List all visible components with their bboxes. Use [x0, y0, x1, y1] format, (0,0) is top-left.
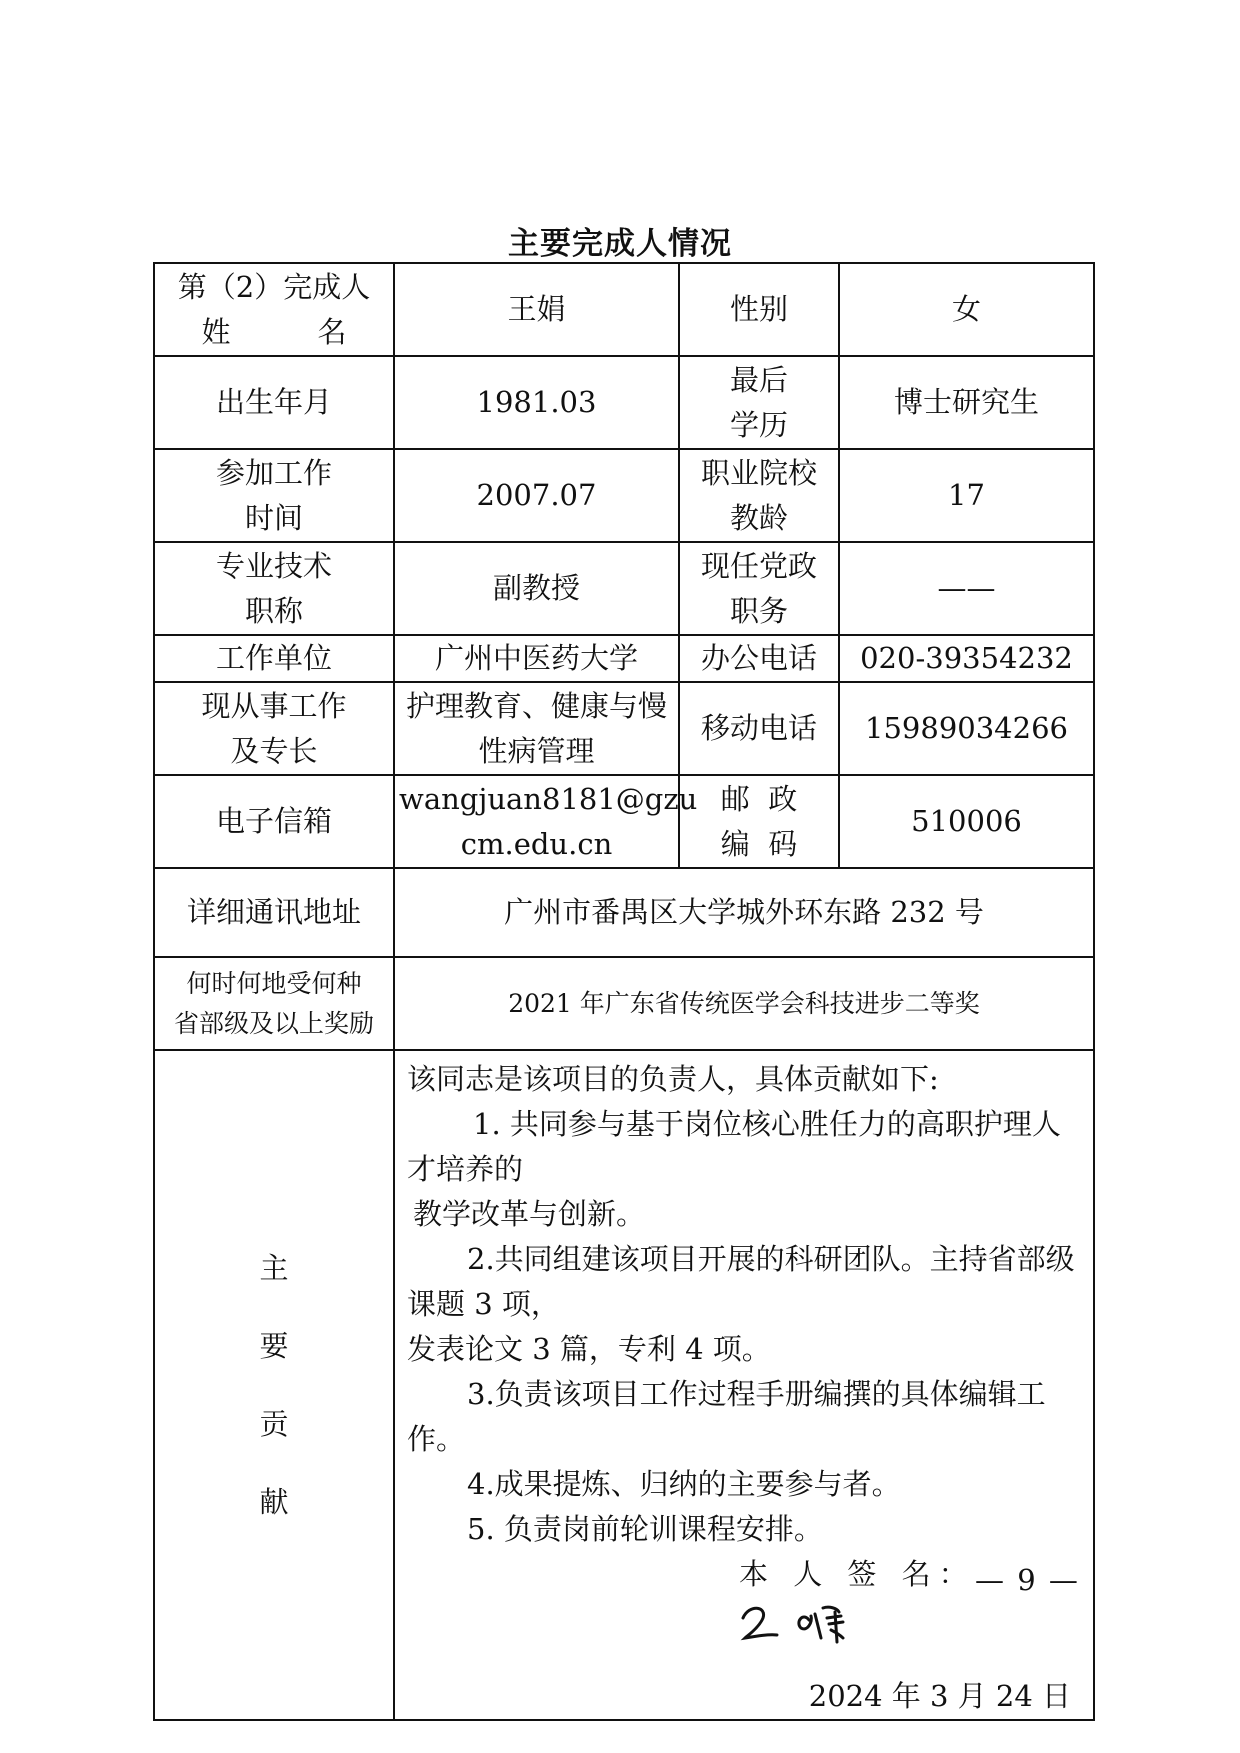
- contribution-label: 主 要 贡 献: [154, 1050, 394, 1720]
- contribution-item: 教学改革与创新。: [413, 1197, 646, 1231]
- table-row: [154, 356, 1094, 449]
- award-label: 何时何地受何种 省部级及以上奖励: [154, 957, 394, 1050]
- mobile-label: 移动电话: [679, 682, 839, 775]
- teaching-years-label: 职业院校 教龄: [679, 449, 839, 542]
- page-title: 主要完成人情况: [508, 226, 732, 262]
- table-row: [154, 263, 1094, 356]
- specialty-label: 现从事工作 及专长: [154, 682, 394, 775]
- table-row: [154, 957, 1094, 1050]
- table-row: [154, 542, 1094, 635]
- award-value: 2021 年广东省传统医学会科技进步二等奖: [394, 957, 1094, 1050]
- email-label: 电子信箱: [154, 775, 394, 868]
- specialty-value: 护理教育、健康与慢 性病管理: [394, 682, 679, 775]
- work-start-label: 参加工作 时间: [154, 449, 394, 542]
- table-row: [154, 868, 1094, 957]
- table-row: [154, 449, 1094, 542]
- contribution-item: 2.共同组建该项目开展的科研团队。主持省部级课题 3 项，: [407, 1242, 1075, 1321]
- signature-date: 2024 年 3 月 24 日: [808, 1679, 1071, 1713]
- name-value: 王娟: [394, 263, 679, 356]
- post-label: 现任党政 职务: [679, 542, 839, 635]
- table-row: [154, 682, 1094, 775]
- table-row: [154, 775, 1094, 868]
- table-row: [154, 1050, 1094, 1720]
- table-row: [154, 635, 1094, 682]
- postcode-label: 邮 政 编 码: [679, 775, 839, 868]
- unit-label: 工作单位: [154, 635, 394, 682]
- gender-label: 性别: [679, 263, 839, 356]
- postcode-value: 510006: [839, 775, 1094, 868]
- contribution-content: [394, 1050, 1094, 1720]
- prof-title-value: 副教授: [394, 542, 679, 635]
- teaching-years-value: 17: [839, 449, 1094, 542]
- mobile-value: 15989034266: [839, 682, 1094, 775]
- contribution-item: 发表论文 3 篇，专利 4 项。: [407, 1332, 771, 1366]
- prof-title-label: 专业技术 职称: [154, 542, 394, 635]
- education-label: 最后 学历: [679, 356, 839, 449]
- contribution-item: 5. 负责岗前轮训课程安排。: [467, 1512, 823, 1546]
- order-label: 第（2）完成人 姓 名: [154, 263, 394, 356]
- office-phone-label: 办公电话: [679, 635, 839, 682]
- page-number: — 9 —: [975, 1563, 1080, 1597]
- birth-value: 1981.03: [394, 356, 679, 449]
- birth-label: 出生年月: [154, 356, 394, 449]
- post-value: ——: [839, 542, 1094, 635]
- personnel-table: [153, 262, 1095, 1721]
- contribution-intro: 该同志是该项目的负责人，具体贡献如下:: [407, 1062, 939, 1096]
- address-label: 详细通讯地址: [154, 868, 394, 957]
- address-value: 广州市番禺区大学城外环东路 232 号: [394, 868, 1094, 957]
- office-phone-value: 020-39354232: [839, 635, 1094, 682]
- contribution-item: 3.负责该项目工作过程手册编撰的具体编辑工作。: [407, 1377, 1046, 1456]
- contribution-item: 4.成果提炼、归纳的主要参与者。: [467, 1467, 901, 1501]
- handwritten-signature: [739, 1598, 869, 1644]
- unit-value: 广州中医药大学: [394, 635, 679, 682]
- gender-value: 女: [839, 263, 1094, 356]
- signature-label: 本 人 签 名：: [739, 1557, 976, 1591]
- contribution-item: 1. 共同参与基于岗位核心胜任力的高职护理人才培养的: [407, 1107, 1061, 1186]
- work-start-value: 2007.07: [394, 449, 679, 542]
- email-value: wangjuan8181@gzu cm.edu.cn: [394, 775, 679, 868]
- education-value: 博士研究生: [839, 356, 1094, 449]
